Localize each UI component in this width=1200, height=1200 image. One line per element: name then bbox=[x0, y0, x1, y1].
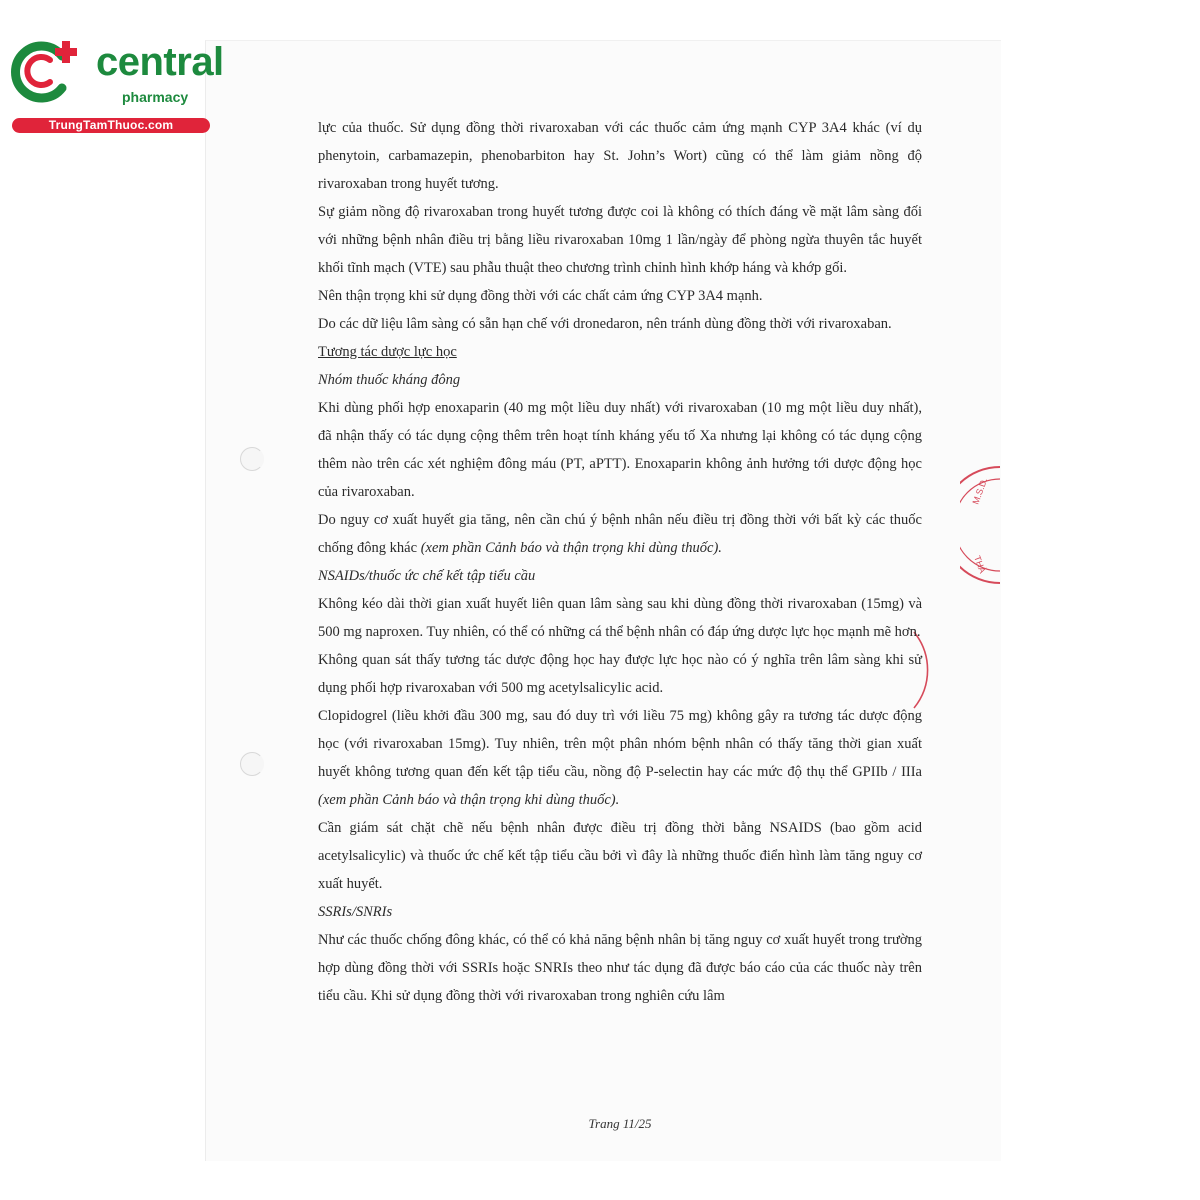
paragraph: Không quan sát thấy tương tác dược động học hay được lực học nào có ý nghĩa trên lâm sàng khi sử dụng phối hợp rivaroxaban với 500 mg acetylsalicylic acid. bbox=[318, 652, 922, 696]
cross-reference: (xem phần Cảnh báo và thận trọng khi dùng thuốc). bbox=[318, 792, 620, 808]
central-pharmacy-logo[interactable] bbox=[10, 38, 224, 138]
paragraph: Sự giảm nồng độ rivaroxaban trong huyết tương được coi là không có thích đáng về mặt lâm sàng đối với những bệnh nhân điều trị bằng liều rivaroxaban 10mg 1 lần/ngày để phòng ngừa thuyên tắc huyết khối tĩnh mạch (VTE) sau phẫu thuật theo chương trình chỉnh hình khớp háng và khớp gối. bbox=[318, 204, 922, 276]
paragraph: lực của thuốc. Sử dụng đồng thời rivaroxaban với các thuốc cảm ứng mạnh CYP 3A4 khác (ví dụ phenytoin, carbamazepin, phenobarbiton hay St. John’s Wort) cũng có thể làm giảm nồng độ rivaroxaban trong huyết tương. bbox=[318, 120, 922, 192]
subsection-title: Nhóm thuốc kháng đông bbox=[318, 372, 461, 388]
punch-hole bbox=[240, 752, 264, 776]
logo-tagline: pharmacy bbox=[122, 89, 189, 105]
red-stamp-seal bbox=[960, 465, 1000, 585]
subsection-title: SSRIs/SNRIs bbox=[318, 904, 393, 920]
paragraph bbox=[318, 702, 922, 814]
paragraph: Nên thận trọng khi sử dụng đồng thời với các chất cảm ứng CYP 3A4 mạnh. bbox=[318, 288, 763, 304]
pharmacy-cross-logo-icon bbox=[10, 38, 90, 104]
paragraph: Do các dữ liệu lâm sàng có sẵn hạn chế với dronedaron, nên tránh dùng đồng thời với rivaroxaban. bbox=[318, 316, 892, 332]
paragraph: Như các thuốc chống đông khác, có thể có khả năng bệnh nhân bị tăng nguy cơ xuất huyết trong trường hợp dùng đồng thời với SSRIs hoặc SNRIs theo như tác dụng đã được báo cáo của các thuốc này trên tiểu cầu. Khi sử dụng đồng thời với rivaroxaban trong nghiên cứu lâm bbox=[318, 932, 922, 1004]
paragraph: Cần giám sát chặt chẽ nếu bệnh nhân được điều trị đồng thời bằng NSAIDS (bao gồm acid acetylsalicylic) và thuốc ức chế kết tập tiểu cầu bởi vì đây là những thuốc điển hình làm tăng nguy cơ xuất huyết. bbox=[318, 820, 922, 892]
paragraph-text: Do nguy cơ xuất huyết gia tăng, nên cần chú ý bệnh nhân nếu điều trị đồng thời với bất kỳ các thuốc chống đông khác bbox=[318, 512, 922, 556]
page-number: Trang 11/25 bbox=[588, 1116, 652, 1131]
stamp-text-partial: THÀ bbox=[972, 554, 988, 575]
document-body bbox=[318, 114, 922, 1010]
logo-url-banner[interactable]: TrungTamThuoc.com bbox=[12, 118, 210, 133]
paragraph-text: Clopidogrel (liều khởi đầu 300 mg, sau đó duy trì với liều 75 mg) không gây ra tương tác dược động học (với rivaroxaban 15mg). Tuy nhiên, trên một phân nhóm bệnh nhân có thấy tăng thời gian xuất huyết không tương quan đến kết tập tiểu cầu, nồng độ P-selectin hay các mức độ thụ thể GPIIb / IIIa bbox=[318, 708, 922, 780]
paragraph: Không kéo dài thời gian xuất huyết liên quan lâm sàng sau khi dùng đồng thời rivaroxaban (15mg) và 500 mg naproxen. Tuy nhiên, có thể có những cá thể bệnh nhân có đáp ứng dược lực học mạnh mẽ hơn. bbox=[318, 596, 922, 640]
cross-reference: (xem phần Cảnh báo và thận trọng khi dùng thuốc). bbox=[420, 540, 722, 556]
paragraph bbox=[318, 506, 922, 562]
section-heading: Tương tác dược lực học bbox=[318, 344, 457, 360]
subsection-title: NSAIDs/thuốc ức chế kết tập tiểu cầu bbox=[318, 568, 536, 584]
logo-brand-name: central bbox=[96, 40, 224, 84]
punch-hole bbox=[240, 447, 264, 471]
paragraph: Khi dùng phối hợp enoxaparin (40 mg một liều duy nhất) với rivaroxaban (10 mg một liều duy nhất), đã nhận thấy có tác dụng cộng thêm trên hoạt tính kháng yếu tố Xa nhưng lại không có tác dụng cộng thêm nào trên các xét nghiệm đông máu (PT, aPTT). Enoxaparin không ảnh hưởng tới dược động học của rivaroxaban. bbox=[318, 400, 922, 500]
stamp-text: M.S.D. bbox=[970, 476, 990, 506]
